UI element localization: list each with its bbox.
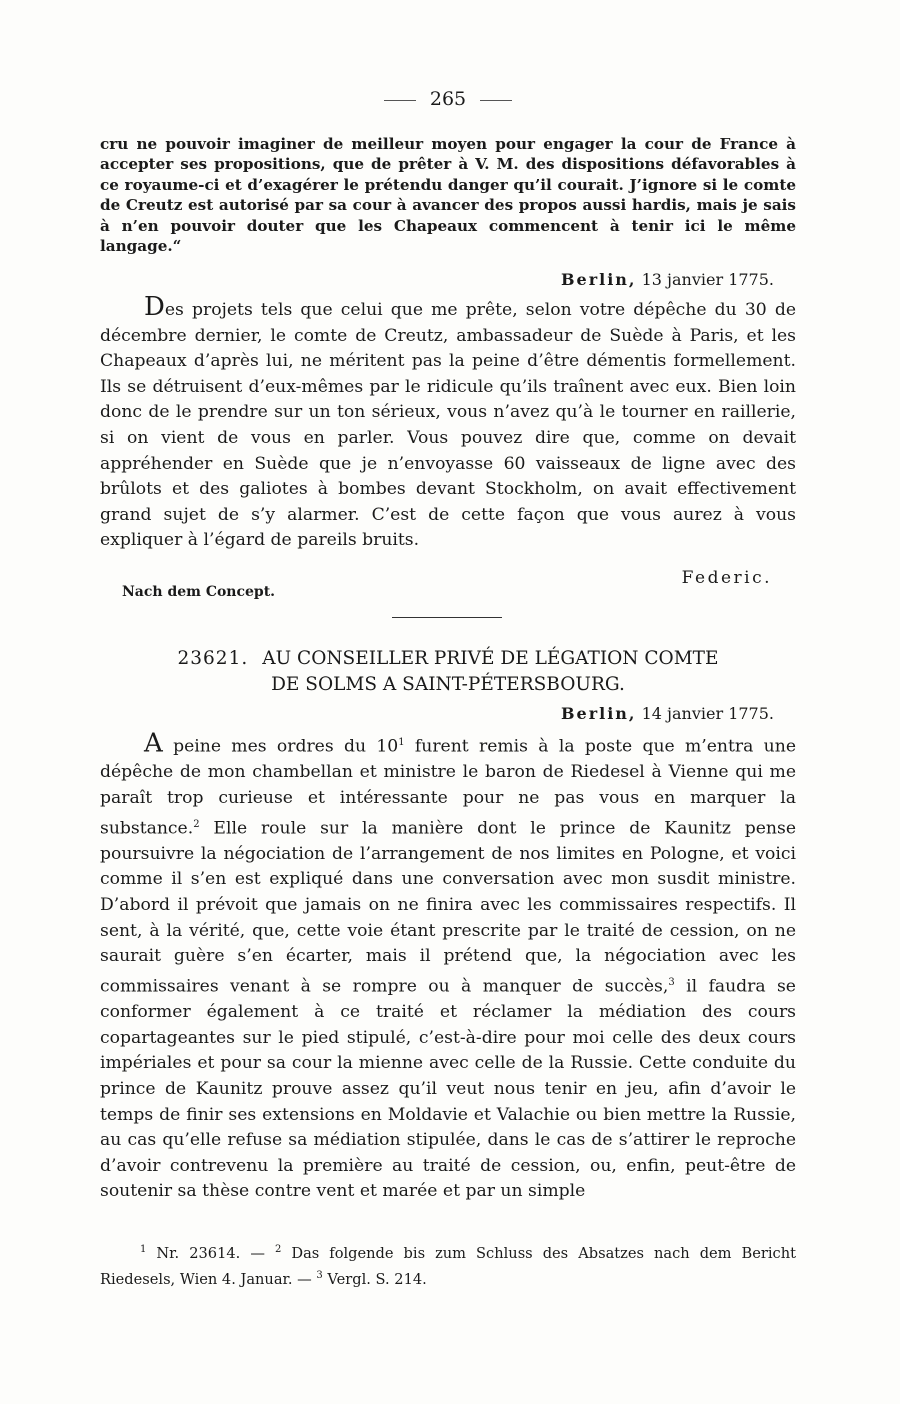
letter2-title-line2: DE SOLMS A SAINT-PÉTERSBOURG. — [271, 674, 625, 695]
footnote-ref-2: 2 — [193, 818, 200, 830]
letter1-date: 13 janvier 1775. — [641, 270, 774, 289]
footnote-text-1: Nr. 23614. — — [146, 1244, 275, 1262]
footnote-mark-2: 2 — [274, 1244, 282, 1255]
letter2-date-city: Berlin, — [560, 704, 637, 723]
footnote-mark-1: 1 — [140, 1244, 147, 1255]
footnote-ref-1: 1 — [398, 737, 405, 748]
footnote-ref-3: 3 — [668, 976, 675, 988]
footnote-mark-3: 3 — [316, 1269, 323, 1281]
page-number-dash-left — [384, 100, 416, 101]
footnote-text-2: Das folgende bis zum Schluss des Absatzes nach dem Bericht Riedesels, Wien 4. Januar. — — [100, 1244, 796, 1288]
letter2-heading — [100, 646, 796, 698]
letter2-number: 23621. — [177, 648, 249, 669]
letter2-body — [100, 730, 796, 1205]
letter1-signature: Federic. — [681, 568, 772, 588]
letter2-heading-line1 — [100, 646, 796, 672]
letter1-quoted-tail: cru ne pouvoir imaginer de meilleur moyen pour engager la cour de France à accepter ses propositions, que de prêter à V. M. des dispositions défavorables à ce royaume-ci et d’exagérer le prétendu danger qu’il courait. J’ignore si le comte de Creutz est autorisé par sa cour à avancer des propos aussi hardis, mais je sais à n’en pouvoir douter que les Chapeaux commencent à tenir ici le même langage.“ — [100, 135, 796, 256]
letter2-title-line1: AU CONSEILLER PRIVÉ DE LÉGATION COMTE — [262, 648, 719, 669]
letter2-body-text-1: peine mes ordres du 10 — [162, 736, 399, 757]
letter1-date-city: Berlin, — [560, 270, 637, 289]
letter1-dateline — [561, 270, 774, 289]
page-number: 265 — [429, 88, 467, 110]
section-divider — [392, 617, 502, 618]
letter1-initial: D — [144, 292, 165, 322]
letter1-body — [100, 294, 796, 554]
footnotes — [100, 1239, 796, 1291]
page-number-line — [100, 88, 796, 110]
letter2-body-text-2: furent remis à la poste que m’entra une dépêche de mon chambellan et ministre le baron de Riedesel à Vienne qui me paraît trop curieuse et intéressante pour ne pas vous en marquer la substance. — [100, 736, 796, 839]
document-page — [100, 0, 796, 1404]
letter2-date: 14 janvier 1775. — [641, 704, 774, 723]
letter2-initial: A — [144, 728, 163, 759]
letter2-dateline — [561, 704, 774, 723]
letter1-body-text: es projets tels que celui que me prête, selon votre dépêche du 30 de décembre dernier, le comte de Creutz, ambassadeur de Suède à Paris, et les Chapeaux d’après lui, ne méritent pas la peine d’être démentis formellement. Ils se détruisent d’eux-mêmes par le ridicule qu’ils traînent avec eux. Bien loin donc de le prendre sur un ton sérieux, vous n’avez qu’à le tourner en raillerie, si on vient de vous en parler. Vous pouvez dire que, comme on devait appréhender en Suède que je n’envoyasse 60 vaisseaux de ligne avec des brûlots et des galiotes à bombes devant Stockholm, on avait effectivement grand sujet de s’y alarmer. C’est de cette façon que vous aurez à vous expliquer à l’égard de pareils bruits. — [100, 300, 796, 551]
page-number-dash-right — [480, 100, 512, 101]
letter2-body-text-3: Elle roule sur la manière dont le prince de Kaunitz pense poursuivre la négociation de l’arrangement de nos limites en Pologne, et voici comme il s’en est expliqué dans une conversation avec mon susdit ministre. D’abord il prévoit que jamais on ne finira avec les commissaires respectifs. Il sent, à la vérité, que, cette voie étant prescrite par le traité de cession, on ne saurait guère s’en écarter, mais il prétend que, la négociation avec les commissaires venant à se rompre ou à manquer de succès, — [100, 818, 796, 997]
footnote-text-3: Vergl. S. 214. — [322, 1270, 427, 1288]
letter1-source-note: Nach dem Concept. — [122, 584, 276, 600]
letter2-body-text-4: il faudra se conformer également à ce traité et réclamer la médiation des cours copartageantes sur le pied stipulé, c’est-à-dire pour moi celle des deux cours impériales et pour sa cour la mienne avec celle de la Russie. Cette conduite du prince de Kaunitz prouve assez qu’il veut nous tenir en jeu, afin d’avoir le temps de finir ses extensions en Moldavie et Valachie ou bien mettre la Russie, au cas qu’elle refuse sa médiation stipulée, dans le cas de s’attirer le reproche d’avoir contrevenu la première au traité de cession, ou, enfin, peut-être de soutenir sa thèse contre vent et marée et par un simple — [100, 976, 796, 1202]
